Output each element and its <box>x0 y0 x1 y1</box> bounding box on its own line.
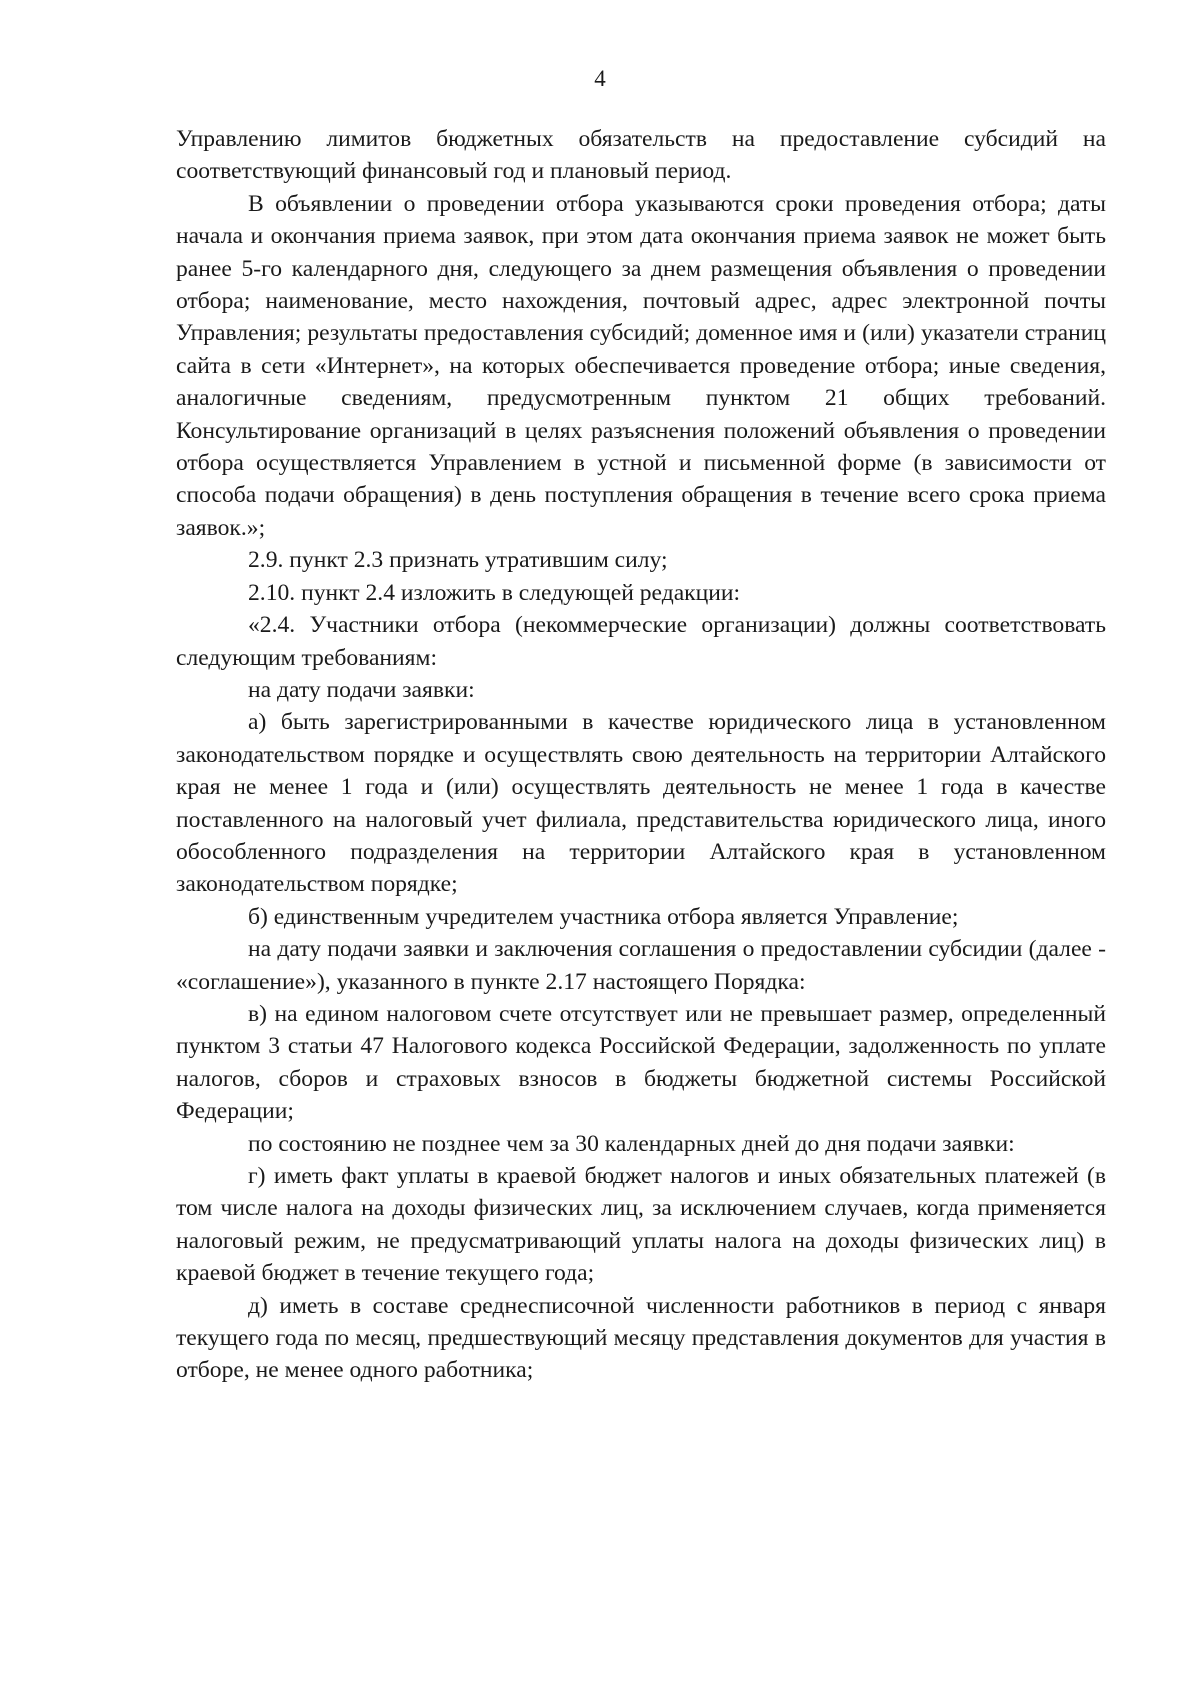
paragraph-requirement-d: д) иметь в составе среднесписочной численности работников в период с января текущего года по месяц, предшествующий месяцу представления документов для участия в отборе, не менее одного работника; <box>176 1292 1106 1384</box>
paragraph-on-application-date: на дату подачи заявки: <box>248 676 475 703</box>
paragraph-budget-limits: Управлению лимитов бюджетных обязательств на предоставление субсидий на соответствующий финансовый год и плановый период. <box>176 126 1106 185</box>
page-number: 4 <box>594 66 606 91</box>
paragraph-on-agreement-date: на дату подачи заявки и заключения соглашения о предоставлении субсидии (далее - «соглашение»), указанного в пункте 2.17 настоящего Порядка: <box>176 936 1106 995</box>
document-body <box>176 123 1106 1387</box>
paragraph-requirement-a: а) быть зарегистрированными в качестве юридического лица в установленном законодательством порядке и осуществлять свою деятельность на территории Алтайского края не менее 1 года и (или) осуществлять деятельность не менее 1 года в качестве поставленного на налоговый учет филиала, представительства юридического лица, иного обособленного подразделения на территории Алтайского края в установленном законодательством порядке; <box>176 709 1106 898</box>
paragraph-requirement-v: в) на едином налоговом счете отсутствует или не превышает размер, определенный пунктом 3 статьи 47 Налогового кодекса Российской Федерации, задолженность по уплате налогов, сборов и страховых взносов в бюджеты бюджетной системы Российской Федерации; <box>176 1000 1106 1125</box>
paragraph-announcement-contents: В объявлении о проведении отбора указываются сроки проведения отбора; даты начала и окончания приема заявок, при этом дата окончания приема заявок не может быть ранее 5-го календарного дня, следующего за днем размещения объявления о проведении отбора; наименование, место нахождения, почтовый адрес, адрес электронной почты Управления; результаты предоставления субсидий; доменное имя и (или) указатели страниц сайта в сети «Интернет», на которых обеспечивается проведение отбора; иные сведения, аналогичные сведениям, предусмотренным пунктом 21 общих требований. Консультирование организаций в целях разъяснения положений объявления о проведении отбора осуществляется Управлением в устной и письменной форме (в зависимости от способа подачи обращения) в день поступления обращения в течение всего срока приема заявок.»; <box>176 190 1106 541</box>
paragraph-item-2-10: 2.10. пункт 2.4 изложить в следующей редакции: <box>248 579 741 606</box>
paragraph-requirement-b: б) единственным учредителем участника отбора является Управление; <box>248 903 959 930</box>
paragraph-requirement-g: г) иметь факт уплаты в краевой бюджет налогов и иных обязательных платежей (в том числе налога на доходы физических лиц, за исключением случаев, когда применяется налоговый режим, не предусматривающий уплаты налога на доходы физических лиц) в краевой бюджет в течение текущего года; <box>176 1163 1106 1287</box>
paragraph-item-2-4-requirements: «2.4. Участники отбора (некоммерческие организации) должны соответствовать следующим требованиям: <box>176 612 1106 671</box>
paragraph-30-days-condition: по состоянию не позднее чем за 30 календарных дней до дня подачи заявки: <box>248 1130 1015 1157</box>
paragraph-item-2-9: 2.9. пункт 2.3 признать утратившим силу; <box>248 547 668 574</box>
